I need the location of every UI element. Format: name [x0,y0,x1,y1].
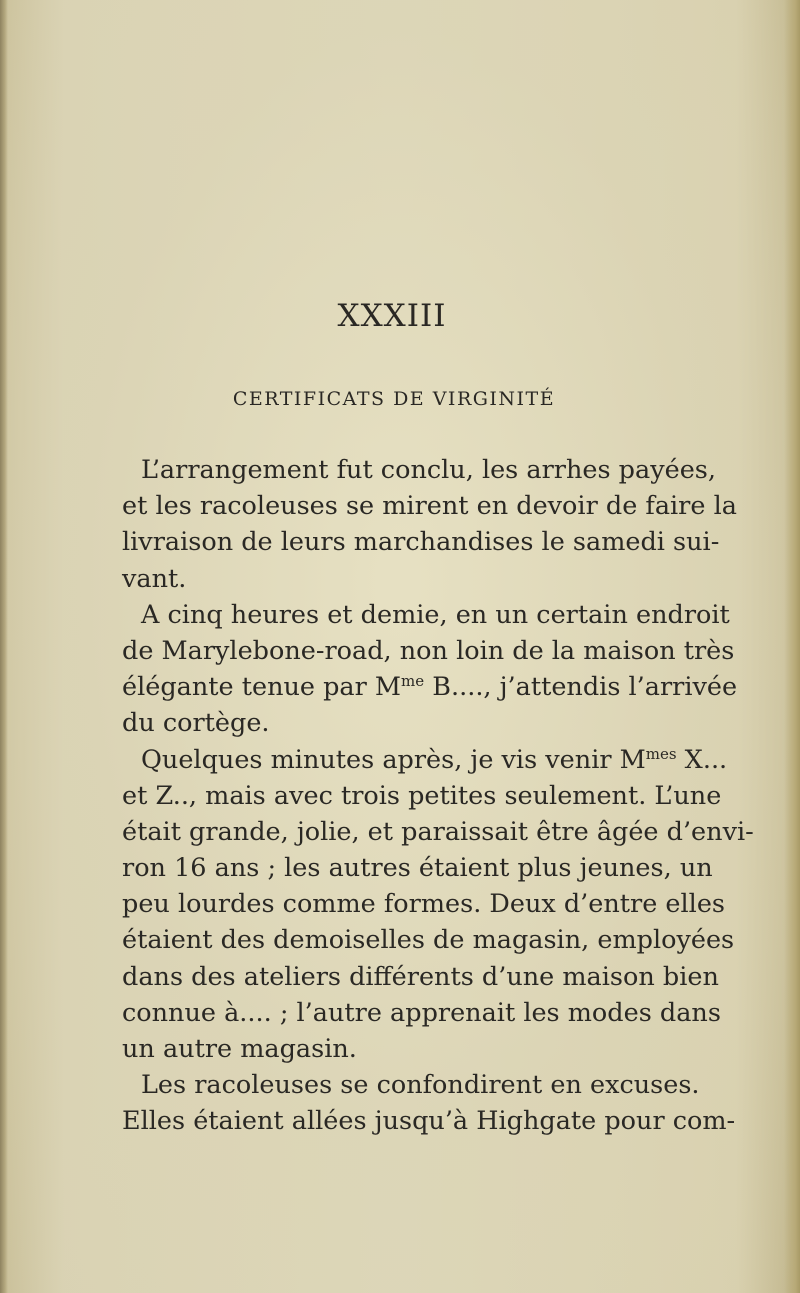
text-line: de Marylebone-road, non loin de la maison très [122,635,735,666]
paragraph [103,742,754,1068]
text-line: connue à.... ; l’autre apprenait les modes dans [122,997,721,1028]
text-fragment: élégante tenue par M [122,672,402,703]
superscript: me [401,672,425,691]
text-line: un autre magasin. [122,1034,357,1064]
chapter-body [103,452,754,1140]
text-line: du cortège. [122,708,270,739]
text-line: était grande, jolie, et paraissait être âgée d’envi- [122,816,754,847]
page-spine-shadow [0,0,8,1293]
text-line: étaient des demoiselles de magasin, employées [122,925,735,956]
text-line [103,669,738,705]
chapter-title: CERTIFICATS DE VIRGINITÉ [232,388,556,410]
text-line: livraison de leurs marchandises le samedi sui- [122,527,720,558]
text-line: vant. [122,563,187,594]
paragraph [103,597,738,742]
chapter-number: XXXIII [337,298,447,334]
text-line: et Z.., mais avec trois petites seulement. L’une [122,780,722,811]
page-edge [784,0,800,1293]
text-fragment: X... [676,744,728,775]
text-line: ron 16 ans ; les autres étaient plus jeunes, un [122,853,713,884]
text-fragment: Quelques minutes après, je vis venir M [141,744,646,775]
paragraph [103,452,737,597]
superscript: mes [645,744,677,763]
text-fragment: B...., j’attendis l’arrivée [424,672,738,703]
text-line: L’arrangement fut conclu, les arrhes payées, [141,455,716,485]
text-line: et les racoleuses se mirent en devoir de faire la [122,491,737,522]
text-line: peu lourdes comme formes. Deux d’entre elles [122,889,726,920]
paragraph [103,1067,736,1139]
text-line: Elles étaient allées jusqu’à Highgate pour com- [122,1106,736,1137]
text-line: Les racoleuses se confondirent en excuses. [141,1070,700,1101]
text-line: A cinq heures et demie, en un certain endroit [141,599,730,630]
text-line [103,742,728,778]
text-line: dans des ateliers différents d’une maison bien [122,961,719,992]
